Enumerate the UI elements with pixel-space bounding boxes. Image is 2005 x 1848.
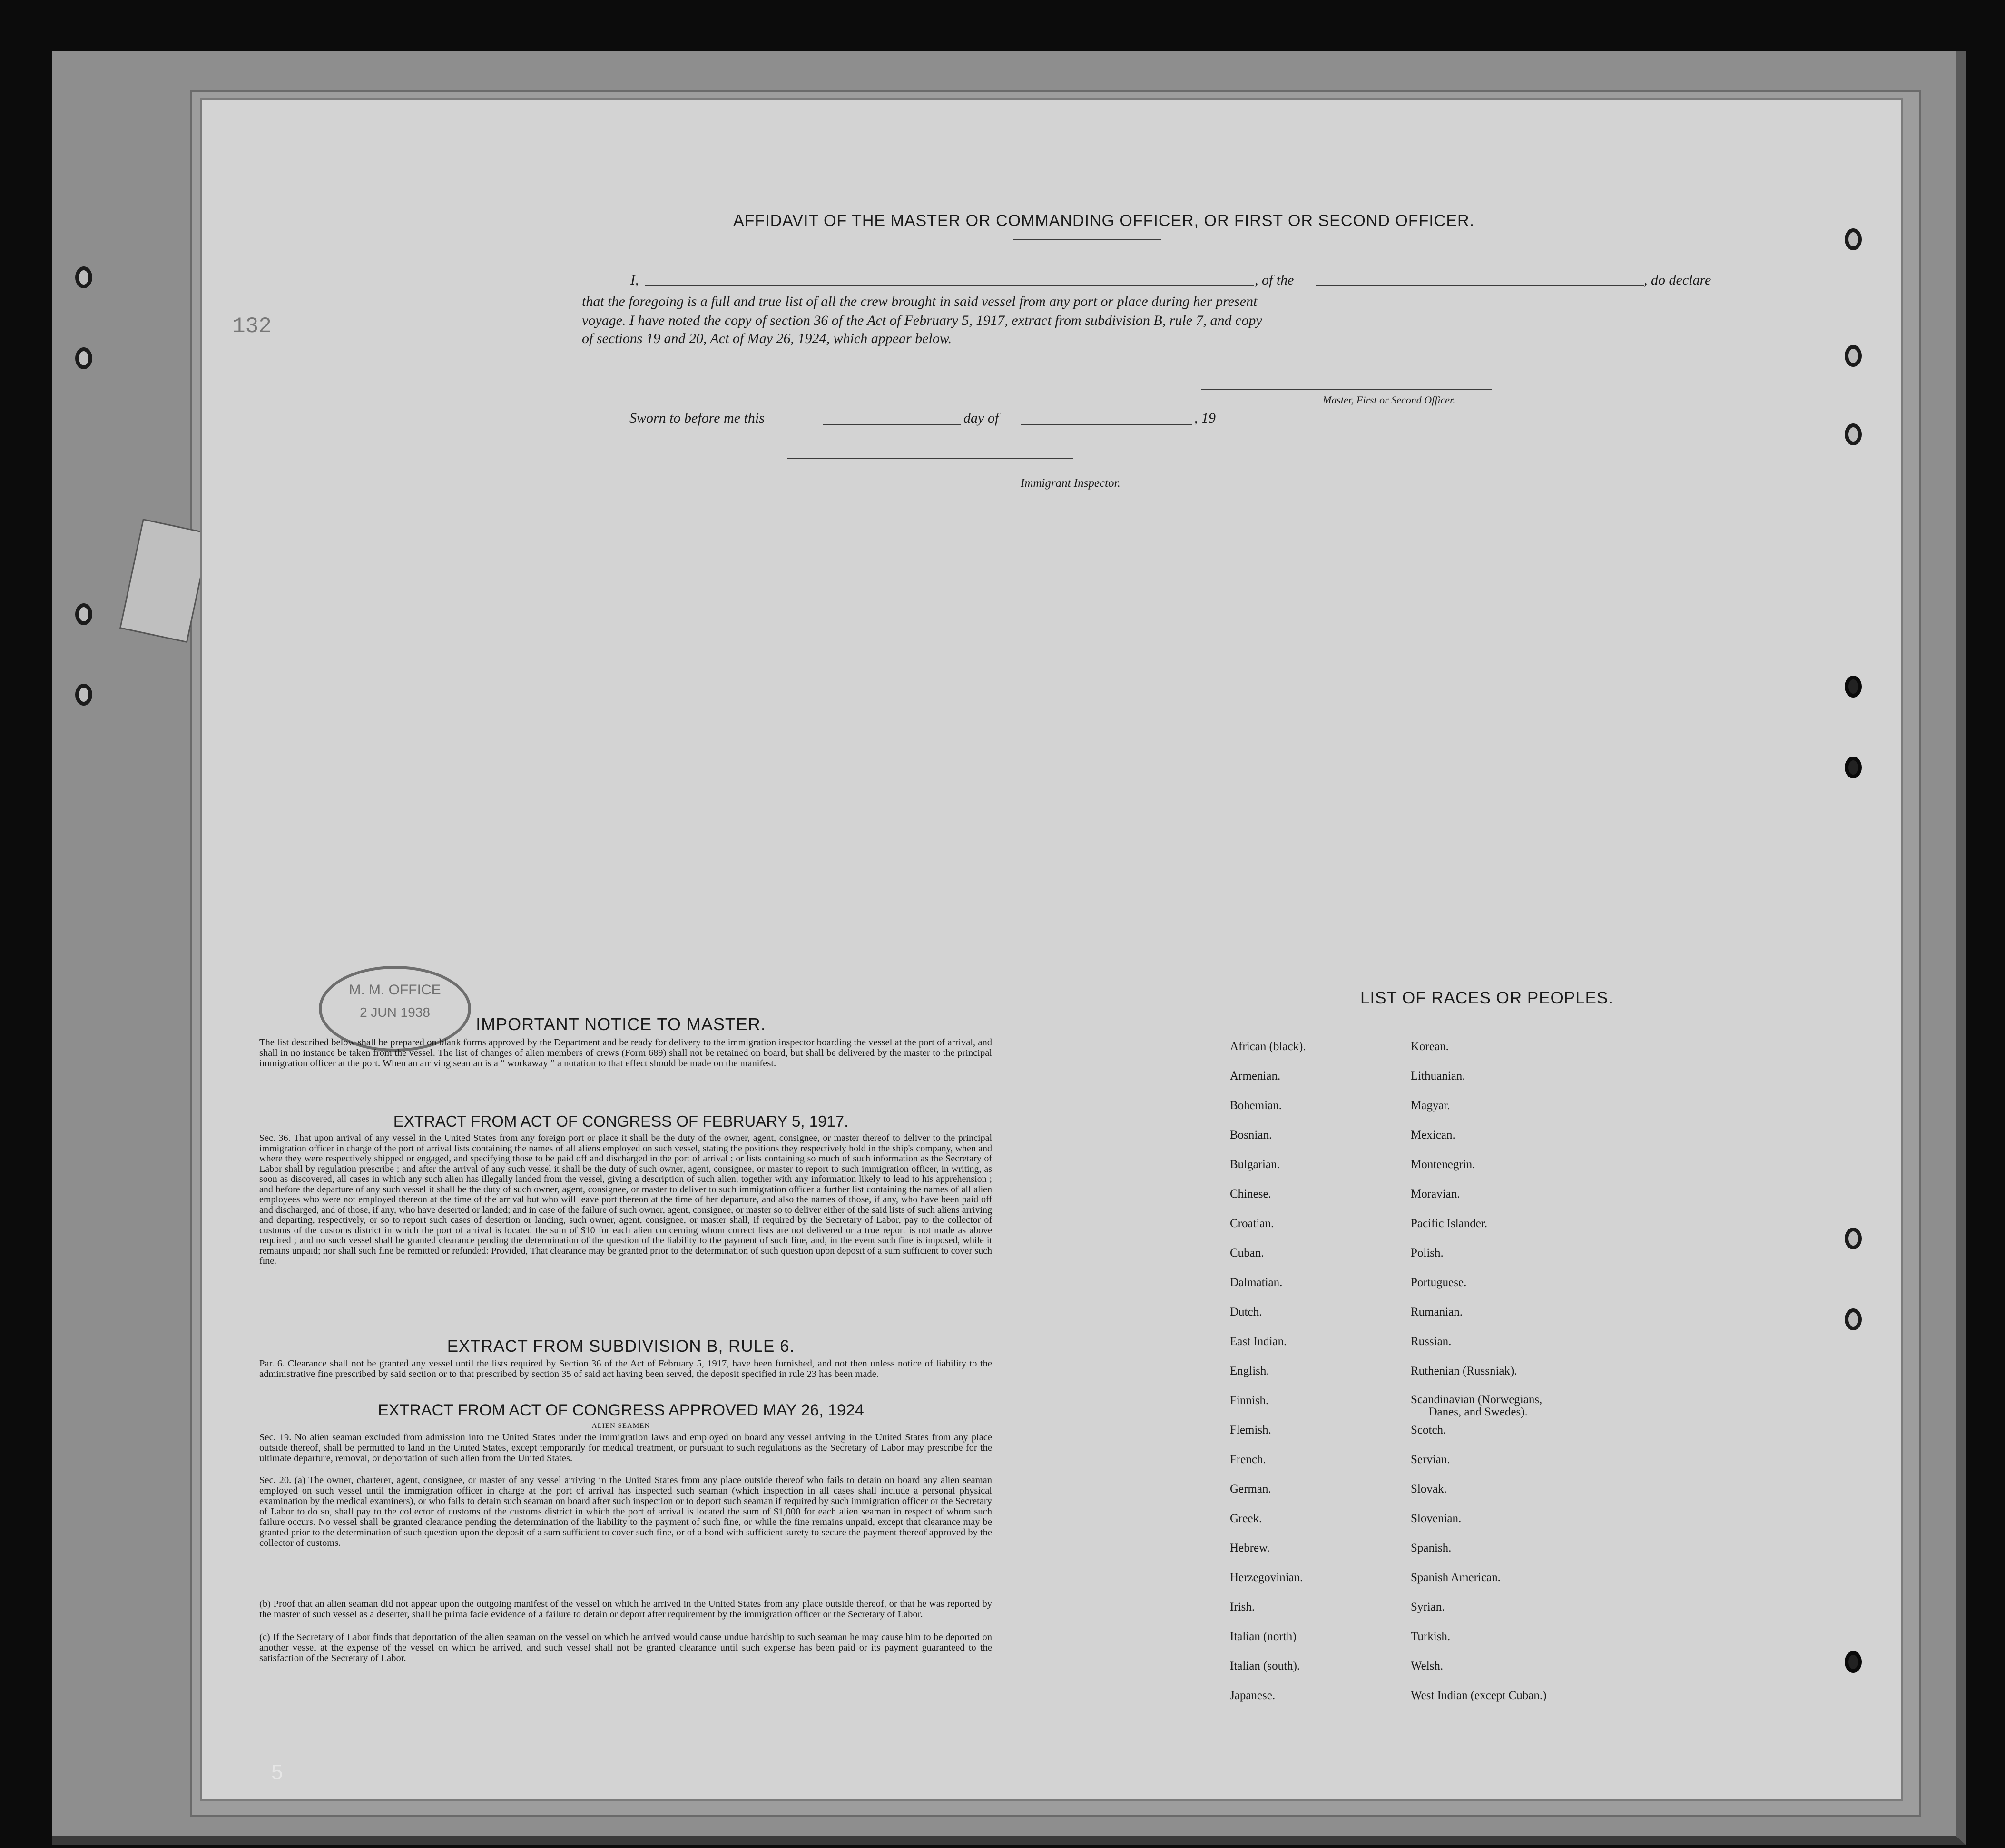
race-item: Chinese. bbox=[1230, 1188, 1271, 1200]
race-item: Cuban. bbox=[1230, 1247, 1264, 1259]
race-item: English. bbox=[1230, 1365, 1269, 1377]
extract-1924-sec20b: (b) Proof that an alien seaman did not appear upon the outgoing manifest of the vessel on which he arrived in the United States from any place outside thereof, or that he was reported by the master of such vessel as a deserter, shall be prima facie evidence of a failure to detain or deport after requirement by the immigration officer or the Secretary of Labor. bbox=[259, 1599, 992, 1620]
races-left-column bbox=[1230, 1040, 1306, 1718]
extract-1917-title: EXTRACT FROM ACT OF CONGRESS OF FEBRUARY 5, 1917. bbox=[393, 1112, 849, 1130]
master-signature-label: Master, First or Second Officer. bbox=[1323, 394, 1455, 406]
race-item: Croatian. bbox=[1230, 1217, 1274, 1230]
race-item: Dutch. bbox=[1230, 1306, 1262, 1318]
master-signature-line bbox=[1201, 389, 1492, 390]
vessel-name-line bbox=[1316, 285, 1644, 286]
race-item: Bohemian. bbox=[1230, 1099, 1282, 1112]
race-item: Turkish. bbox=[1411, 1630, 1451, 1643]
affidavit-i-label: I, bbox=[630, 272, 639, 288]
notice-title: IMPORTANT NOTICE TO MASTER. bbox=[476, 1014, 766, 1034]
race-item: Pacific Islander. bbox=[1411, 1217, 1488, 1230]
race-item: Scotch. bbox=[1411, 1424, 1446, 1436]
races-title: LIST OF RACES OR PEOPLES. bbox=[1360, 989, 1613, 1007]
race-item: Armenian. bbox=[1230, 1070, 1281, 1082]
day-of-label: day of bbox=[963, 410, 999, 426]
extract-rule6-title: EXTRACT FROM SUBDIVISION B, RULE 6. bbox=[447, 1337, 795, 1356]
affidavit-title: AFFIDAVIT OF THE MASTER OR COMMANDING OFFICER, OR FIRST OR SECOND OFFICER. bbox=[733, 212, 1475, 230]
race-item: Scandinavian (Norwegians, Danes, and Swedes). bbox=[1411, 1393, 1543, 1418]
race-item: Spanish. bbox=[1411, 1542, 1452, 1554]
race-item: Portuguese. bbox=[1411, 1276, 1467, 1289]
affiant-name-line bbox=[645, 285, 1254, 286]
extract-1924-sec20c: (c) If the Secretary of Labor finds that deportation of the alien seaman on the vessel on which he arrived would cause undue hardship to such seaman he may cause him to be deported on another vessel at the expense of the vessel on which he arrived, and such vessel shall not be granted clearance until such expense has been paid or its payment guaranteed to the satisfaction of the Secretary of Labor. bbox=[259, 1632, 992, 1663]
sworn-label: Sworn to before me this bbox=[629, 410, 765, 426]
punch-hole-icon bbox=[1845, 757, 1862, 778]
race-item: Ruthenian (Russniak). bbox=[1411, 1365, 1517, 1377]
sworn-day-line bbox=[823, 424, 961, 425]
races-right-column bbox=[1411, 1040, 1546, 1718]
affidavit-body-line-1: that the foregoing is a full and true list of all the crew brought in said vessel from any port or place during her present bbox=[582, 294, 1258, 309]
race-item: Japanese. bbox=[1230, 1689, 1276, 1702]
race-item: French. bbox=[1230, 1453, 1266, 1466]
document-page bbox=[200, 98, 1903, 1801]
binder-hole-icon bbox=[75, 684, 92, 706]
race-item: Mexican. bbox=[1411, 1129, 1455, 1141]
race-item: German. bbox=[1230, 1483, 1271, 1495]
race-item: West Indian (except Cuban.) bbox=[1411, 1689, 1547, 1702]
race-item: Rumanian. bbox=[1411, 1306, 1463, 1318]
race-item: Polish. bbox=[1411, 1247, 1444, 1259]
race-item: Italian (south). bbox=[1230, 1660, 1300, 1672]
race-item: Italian (north) bbox=[1230, 1630, 1297, 1643]
extract-1924-sec20a: Sec. 20. (a) The owner, charterer, agent, consignee, or master of any vessel arriving in the United States from any place outside thereof who fails to detain on board any alien seaman employed on such vessel until the immigration officer in charge at the port of arrival has inspected such seaman (which inspection in all cases shall include a personal physical examination by the medical examiners), or who fails to detain such seaman on board after such inspection or to deport such seaman if required by such immigration officer or the Secretary of Labor to do so, shall pay to the collector of customs of the customs district in which the port of arrival is located the sum of $1,000 for each alien seaman in respect of whom such failure occurs. No vessel shall be granted clearance pending the determination of the liability to the payment of such fine, or while the fine remains unpaid, except that clearance may be granted prior to the determination of such question upon the deposit of a sum sufficient to cover such fine, or of a bond with sufficient surety to secure the payment thereof approved by the collector of customs. bbox=[259, 1475, 992, 1548]
inspector-signature-line bbox=[787, 458, 1073, 459]
affidavit-declare-label: , do declare bbox=[1644, 272, 1711, 288]
year-label: , 19 bbox=[1194, 410, 1216, 426]
race-item: Korean. bbox=[1411, 1040, 1449, 1053]
race-item: Hebrew. bbox=[1230, 1542, 1270, 1554]
race-item: Greek. bbox=[1230, 1512, 1262, 1525]
affidavit-body-line-3: of sections 19 and 20, Act of May 26, 1924, which appear below. bbox=[582, 331, 952, 346]
title-underline bbox=[1013, 239, 1161, 240]
extract-rule6-body: Par. 6. Clearance shall not be granted any vessel until the lists required by Section 36 of the Act of February 5, 1917, have been furnished, and not then unless notice of liability to the administrative fine prescribed by said section or to that prescribed by section 35 of said act having been served, the deposit specified in rule 23 has been made. bbox=[259, 1358, 992, 1379]
race-item: Welsh. bbox=[1411, 1660, 1444, 1672]
race-item: Finnish. bbox=[1230, 1394, 1269, 1407]
sworn-month-line bbox=[1021, 424, 1192, 425]
bottom-mark: 5 bbox=[271, 1760, 283, 1784]
punch-hole-icon bbox=[1845, 228, 1862, 250]
race-item: East Indian. bbox=[1230, 1335, 1287, 1348]
punch-hole-icon bbox=[1845, 1651, 1862, 1673]
punch-hole-icon bbox=[1845, 1228, 1862, 1249]
affidavit-of-the-label: , of the bbox=[1255, 272, 1294, 288]
race-item: Slovenian. bbox=[1411, 1512, 1462, 1525]
stamp-office-text: M. M. OFFICE bbox=[349, 982, 441, 998]
race-item: Magyar. bbox=[1411, 1099, 1450, 1112]
binder-hole-icon bbox=[75, 266, 92, 288]
race-item: Syrian. bbox=[1411, 1601, 1445, 1613]
extract-1917-body: Sec. 36. That upon arrival of any vessel in the United States from any foreign port or place it shall be the duty of the owner, agent, consignee, or master thereof to deliver to the principal immigration officer in charge of the port of arrival lists containing the names of all aliens employed on such vessel, stating the positions they respectively hold in the ship's company, when and where they were respectively shipped or engaged, and specifying those to be paid off and discharged in the port of arrival ; or lists containing so much of such information as the Secretary of Labor shall by regulation prescribe ; and after the arrival of any such vessel it shall be the duty of such owner, agent, consignee, or master to report to such immigration officer, in writing, as soon as discovered, all cases in which any such alien has illegally landed from the vessel, giving a description of such alien, together with any information likely to lead to his apprehension ; and before the departure of any such vessel it shall be the duty of such owner, agent, consignee, or master to deliver to such immigration officer a further list containing the names of all alien employees who were not employed thereon at the time of the arrival but who will leave port thereon at the time of her departure, and also the names of those, if any, who have been paid off and discharged, and of those, if any, who have deserted or landed; and in case of the failure of such owner, agent, consignee, or master so to deliver either of the said lists of such aliens arriving and departing, respectively, or so to report such cases of desertion or landing, such owner, agent, consignee, or master shall, if required by the Secretary of Labor, pay to the collector of customs of the customs district in which the port of arrival is located the sum of $10 for each alien concerning whom correct lists are not delivered or a true report is not made as above required ; and no such vessel shall be granted clearance pending the determination of the question of the liability to the payment of such fine, and, in the event such fine is imposed, while it remains unpaid; nor shall such fine be remitted or refunded: Provided, That clearance may be granted prior to the determination of such question upon deposit of a sum sufficient to cover such fine. bbox=[259, 1133, 992, 1266]
affidavit-body-line-2: voyage. I have noted the copy of section 36 of the Act of February 5, 1917, extract from subdivision B, rule 7, and copy bbox=[582, 313, 1262, 328]
extract-1924-subtitle: ALIEN SEAMEN bbox=[591, 1422, 650, 1430]
race-item: Servian. bbox=[1411, 1453, 1450, 1466]
race-item: Bulgarian. bbox=[1230, 1158, 1280, 1171]
punch-hole-icon bbox=[1845, 676, 1862, 698]
race-item: Spanish American. bbox=[1411, 1571, 1501, 1584]
race-item: Russian. bbox=[1411, 1335, 1452, 1348]
race-item: Dalmatian. bbox=[1230, 1276, 1283, 1289]
race-item: African (black). bbox=[1230, 1040, 1306, 1053]
race-item: Herzegovinian. bbox=[1230, 1571, 1303, 1584]
race-item: Flemish. bbox=[1230, 1424, 1271, 1436]
punch-hole-icon bbox=[1845, 345, 1862, 367]
punch-hole-icon bbox=[1845, 423, 1862, 445]
punch-hole-icon bbox=[1845, 1308, 1862, 1330]
stamp-date-text: 2 JUN 1938 bbox=[360, 1005, 430, 1020]
extract-1924-sec19: Sec. 19. No alien seaman excluded from admission into the United States under the immigration laws and employed on board any vessel arriving in the United States from any place outside thereof, shall be permitted to land in the United States, except temporarily for medical treatment, or pursuant to such regulations as the Secretary of Labor may prescribe for the ultimate departure, removal, or deportation of such alien from the United States. bbox=[259, 1432, 992, 1464]
race-item: Lithuanian. bbox=[1411, 1070, 1465, 1082]
race-item: Irish. bbox=[1230, 1601, 1255, 1613]
race-item: Slovak. bbox=[1411, 1483, 1447, 1495]
race-item: Moravian. bbox=[1411, 1188, 1460, 1200]
margin-number: 132 bbox=[232, 314, 272, 339]
inspector-label: Immigrant Inspector. bbox=[1021, 477, 1120, 490]
binder-hole-icon bbox=[75, 347, 92, 369]
race-item: Montenegrin. bbox=[1411, 1158, 1475, 1171]
race-item: Bosnian. bbox=[1230, 1129, 1272, 1141]
binder-hole-icon bbox=[75, 603, 92, 625]
extract-1924-title: EXTRACT FROM ACT OF CONGRESS APPROVED MAY 26, 1924 bbox=[378, 1401, 864, 1419]
notice-body: The list described below shall be prepared on blank forms approved by the Department and be ready for delivery to the immigration inspector boarding the vessel at the port of arrival, and shall in no instance be taken from the vessel. The list of changes of alien members of crews (Form 689) shall not be retained on board, but shall be delivered by the master to the principal immigration officer at the port. When an arriving seaman is a “ workaway ” a notation to that effect should be made on the manifest. bbox=[259, 1037, 992, 1069]
